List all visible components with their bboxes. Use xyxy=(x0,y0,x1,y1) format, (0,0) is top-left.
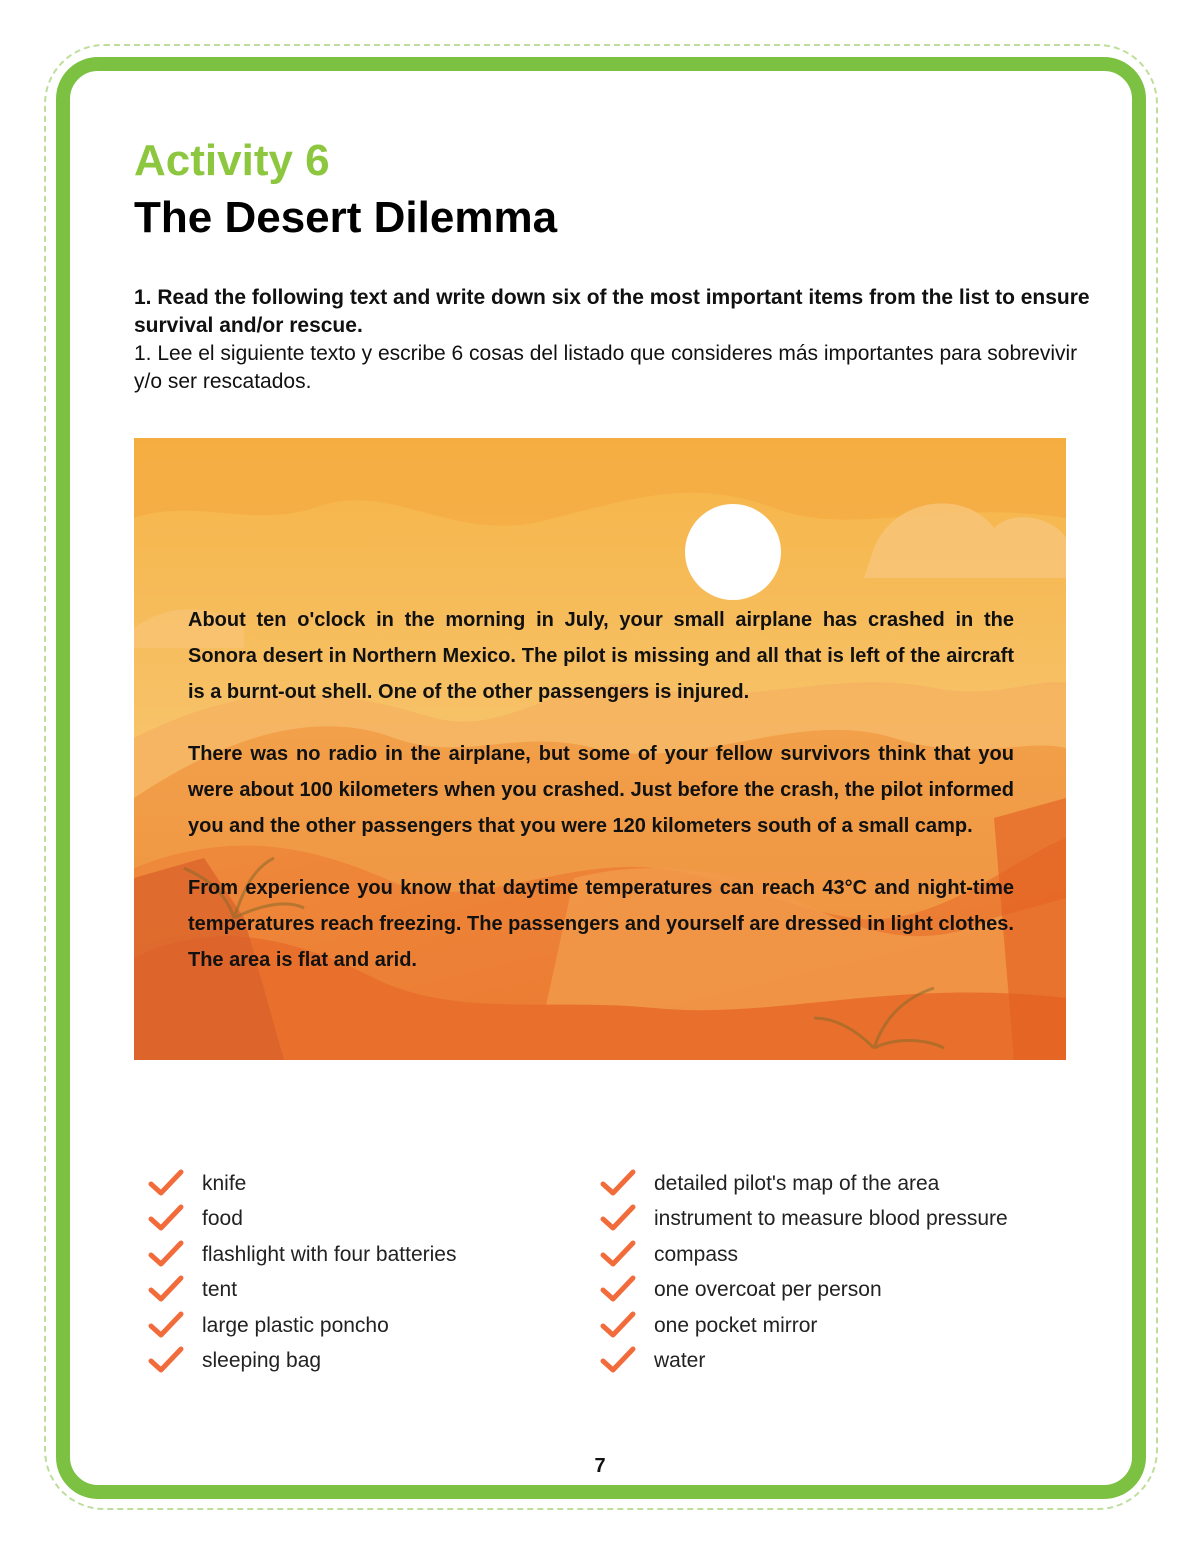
list-item: one pocket mirror xyxy=(600,1308,1008,1343)
check-icon xyxy=(600,1310,636,1340)
list-item: flashlight with four batteries xyxy=(148,1237,456,1272)
item-list-right xyxy=(600,1166,1008,1378)
list-item: detailed pilot's map of the area xyxy=(600,1166,1008,1201)
check-icon xyxy=(600,1203,636,1233)
list-item: tent xyxy=(148,1272,456,1307)
check-icon xyxy=(600,1345,636,1375)
instruction-english: 1. Read the following text and write down six of the most important items from the list to ensure survival and/or rescue. xyxy=(134,286,1090,337)
check-icon xyxy=(148,1345,184,1375)
check-icon xyxy=(148,1310,184,1340)
list-item: water xyxy=(600,1343,1008,1378)
item-list-left xyxy=(148,1166,456,1378)
list-item: one overcoat per person xyxy=(600,1272,1008,1307)
instructions xyxy=(134,284,1094,396)
story-text xyxy=(188,602,1014,1004)
list-item: large plastic poncho xyxy=(148,1308,456,1343)
list-item: knife xyxy=(148,1166,456,1201)
list-item: food xyxy=(148,1201,456,1236)
check-icon xyxy=(148,1239,184,1269)
story-paragraph: There was no radio in the airplane, but some of your fellow survivors think that you were about 100 kilometers when you crashed. Just before the crash, the pilot informed you and the other passengers that you were 120 kilometers south of a small camp. xyxy=(188,743,1014,837)
list-item: instrument to measure blood pressure xyxy=(600,1201,1008,1236)
page-number: 7 xyxy=(594,1455,606,1477)
check-icon xyxy=(600,1239,636,1269)
check-icon xyxy=(148,1203,184,1233)
story-paragraph: About ten o'clock in the morning in July, your small airplane has crashed in the Sonora desert in Northern Mexico. The pilot is missing and all that is left of the aircraft is a burnt-out shell. One of the other passengers is injured. xyxy=(188,609,1014,703)
activity-label: Activity 6 xyxy=(134,136,330,185)
check-icon xyxy=(600,1274,636,1304)
page-title: The Desert Dilemma xyxy=(134,193,558,242)
sun-icon xyxy=(685,504,781,600)
desert-scene xyxy=(134,438,1066,1060)
story-paragraph: From experience you know that daytime temperatures can reach 43°C and night-time temperatures reach freezing. The passengers and yourself are dressed in light clothes. The area is flat and arid. xyxy=(188,877,1014,971)
list-item: sleeping bag xyxy=(148,1343,456,1378)
check-icon xyxy=(148,1168,184,1198)
check-icon xyxy=(148,1274,184,1304)
list-item: compass xyxy=(600,1237,1008,1272)
instruction-spanish: 1. Lee el siguiente texto y escribe 6 cosas del listado que consideres más importantes para sobrevivir y/o ser rescatados. xyxy=(134,342,1078,393)
check-icon xyxy=(600,1168,636,1198)
